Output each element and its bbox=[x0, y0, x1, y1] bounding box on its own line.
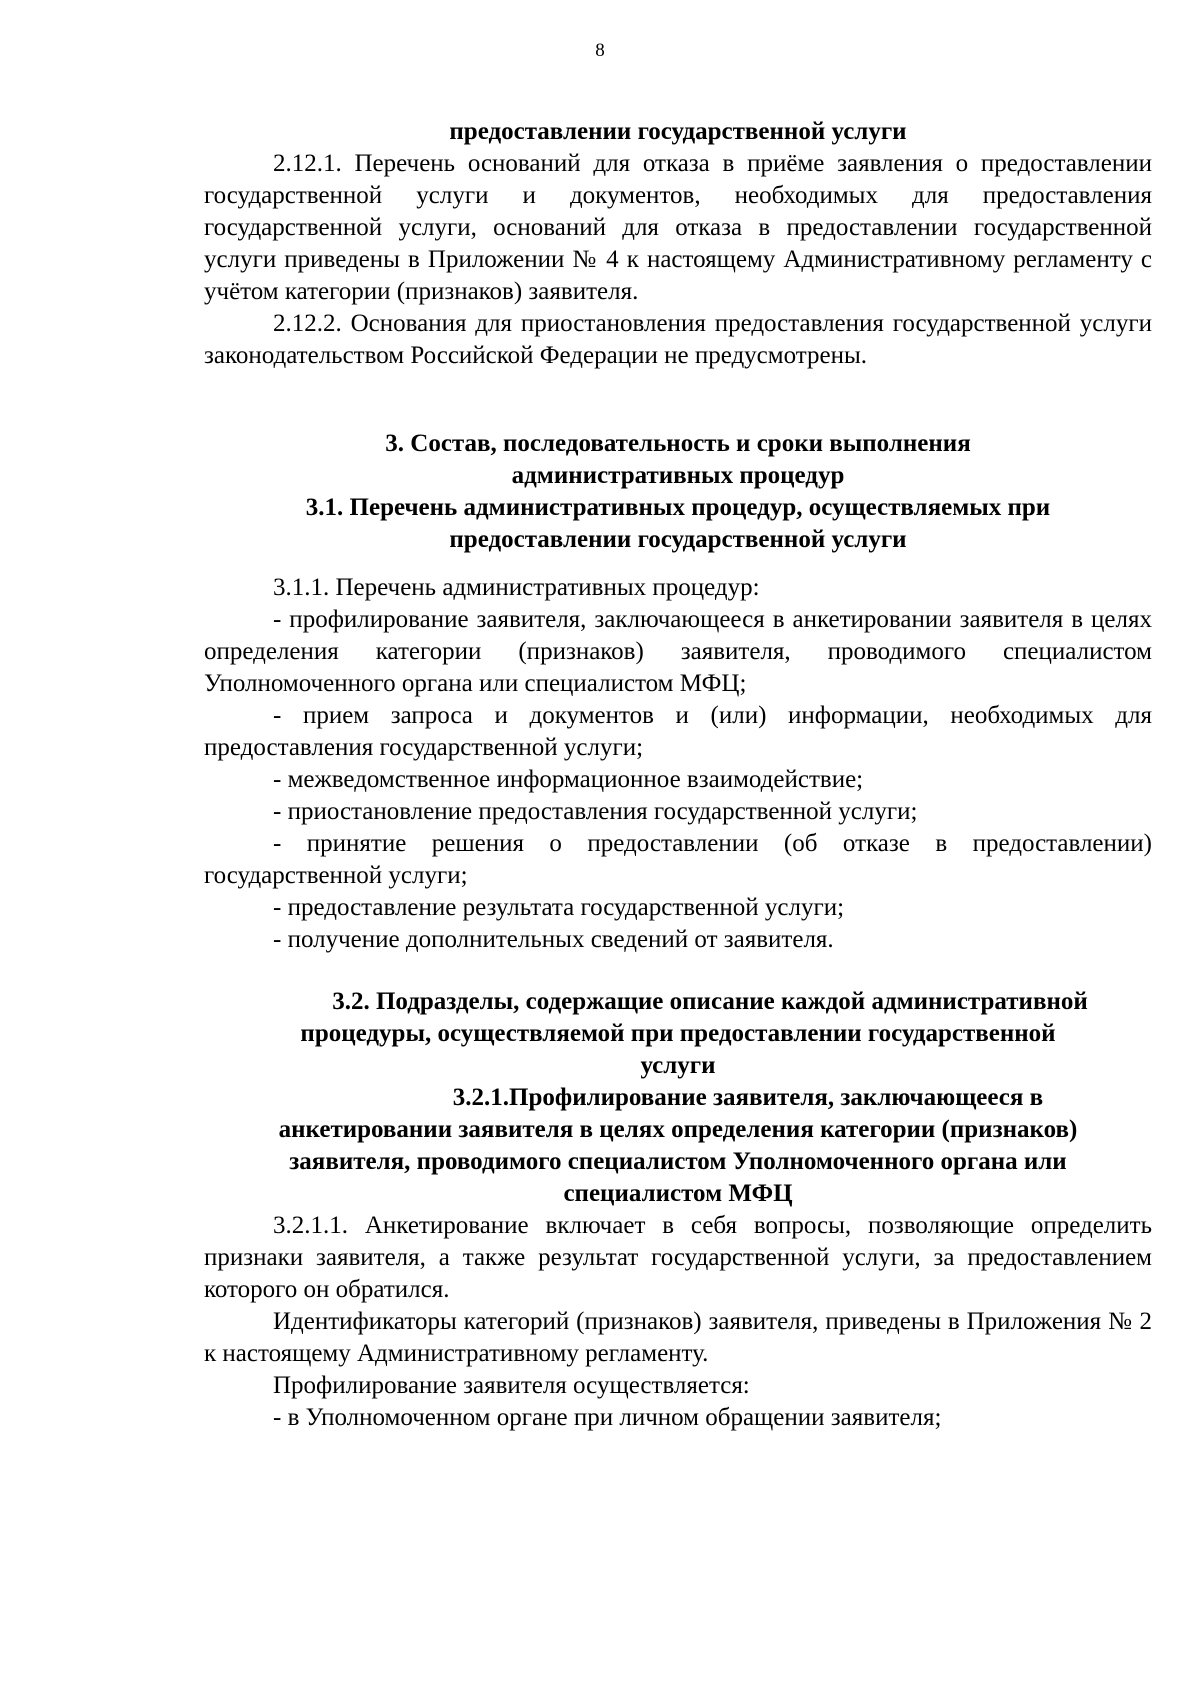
paragraph-profiling: Профилирование заявителя осуществляется: bbox=[273, 1372, 750, 1399]
subsection-3-2-1-heading-line-1: 3.2.1.Профилирование заявителя, заключающееся в bbox=[452, 1084, 1044, 1111]
paragraph-3-1-1: 3.1.1. Перечень административных процедур: bbox=[273, 574, 760, 601]
subsection-3-1-heading-line-2: предоставлении государственной услуги bbox=[449, 526, 907, 553]
spacer bbox=[204, 956, 1152, 986]
subsection-3-1-heading-line-1: 3.1. Перечень административных процедур, осуществляемых при bbox=[305, 494, 1051, 521]
procedure-item: - профилирование заявителя, заключающееся в анкетировании заявителя в целях определения категории (признаков) заявителя, проводимого специалистом Уполномоченного органа или специалистом МФЦ; bbox=[204, 606, 1152, 697]
procedure-item: - межведомственное информационное взаимодействие; bbox=[273, 766, 864, 793]
page-number: 8 bbox=[595, 40, 605, 61]
procedure-item: - предоставление результата государственной услуги; bbox=[273, 894, 845, 921]
subsection-3-2-1-heading-line-4: специалистом МФЦ bbox=[563, 1180, 793, 1207]
paragraph-in-office: - в Уполномоченном органе при личном обращении заявителя; bbox=[273, 1404, 942, 1431]
document-body bbox=[204, 116, 1152, 1434]
subsection-3-2-heading-line-2: процедуры, осуществляемой при предоставлении государственной bbox=[300, 1020, 1056, 1047]
section-2-12-heading-tail: предоставлении государственной услуги bbox=[449, 118, 907, 145]
subsection-3-2-1-heading-line-2: анкетировании заявителя в целях определения категории (признаков) bbox=[278, 1116, 1078, 1143]
subsection-3-2-1-heading-line-3: заявителя, проводимого специалистом Уполномоченного органа или bbox=[289, 1148, 1067, 1175]
spacer bbox=[204, 556, 1152, 572]
paragraph-identifiers: Идентификаторы категорий (признаков) заявителя, приведены в Приложения № 2 к настоящему Административному регламенту. bbox=[204, 1308, 1152, 1367]
procedure-item: - приостановление предоставления государственной услуги; bbox=[273, 798, 918, 825]
subsection-3-2-heading-line-1: 3.2. Подразделы, содержащие описание каждой административной bbox=[332, 988, 1088, 1015]
spacer bbox=[204, 372, 1152, 428]
subsection-3-2-heading-line-3: услуги bbox=[640, 1052, 716, 1079]
procedure-item: - получение дополнительных сведений от заявителя. bbox=[273, 926, 834, 953]
procedure-item: - прием запроса и документов и (или) информации, необходимых для предоставления государственной услуги; bbox=[204, 702, 1152, 761]
procedure-item: - принятие решения о предоставлении (об отказе в предоставлении) государственной услуги; bbox=[204, 830, 1152, 889]
section-3-heading-line-2: административных процедур bbox=[511, 462, 845, 489]
section-3-heading-line-1: 3. Состав, последовательность и сроки выполнения bbox=[385, 430, 971, 457]
paragraph-2-12-1: 2.12.1. Перечень оснований для отказа в приёме заявления о предоставлении государственной услуги и документов, необходимых для предоставления государственной услуги, оснований для отказа в предоставлении государственной услуги приведены в Приложении № 4 к настоящему Административному регламенту с учётом категории (признаков) заявителя. bbox=[204, 150, 1152, 305]
paragraph-3-2-1-1: 3.2.1.1. Анкетирование включает в себя вопросы, позволяющие определить признаки заявителя, а также результат государственной услуги, за предоставлением которого он обратился. bbox=[204, 1212, 1152, 1303]
paragraph-2-12-2: 2.12.2. Основания для приостановления предоставления государственной услуги законодательством Российской Федерации не предусмотрены. bbox=[204, 310, 1152, 369]
